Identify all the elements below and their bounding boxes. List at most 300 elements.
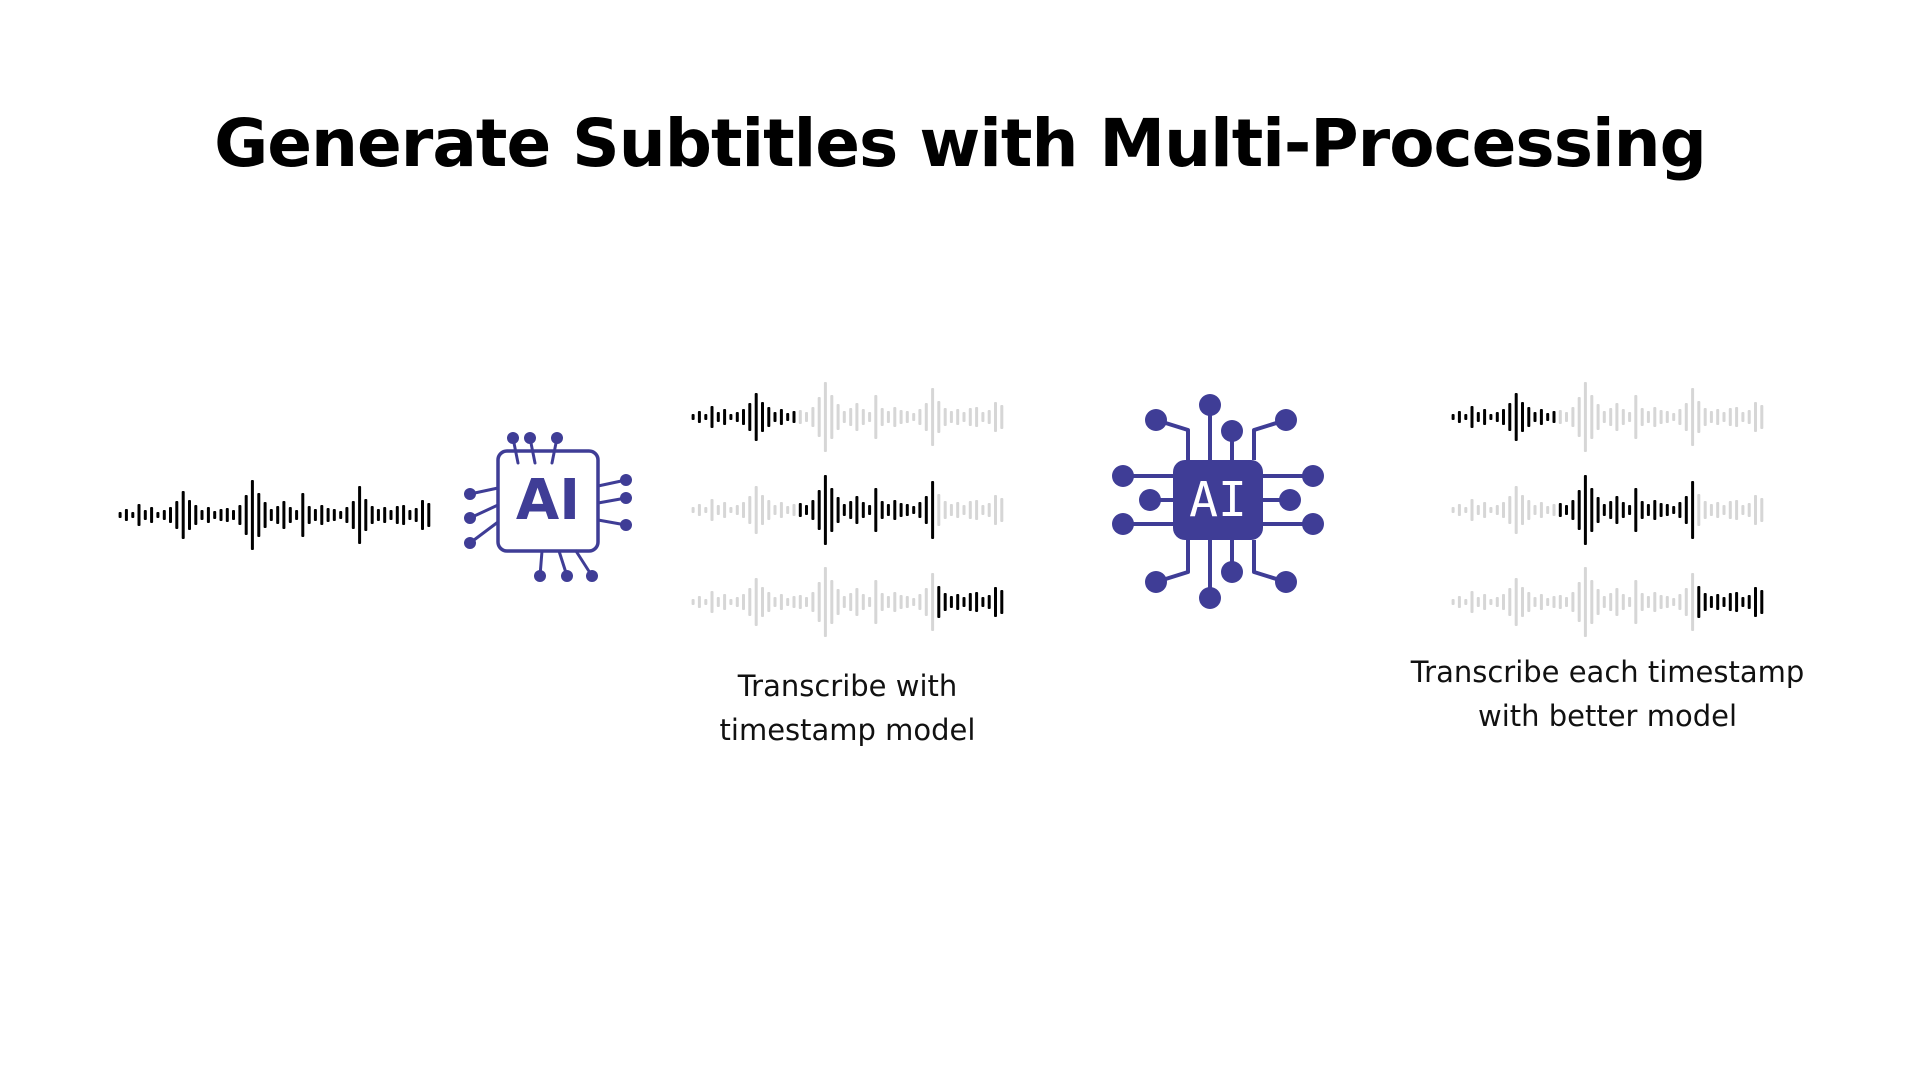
waveform-bar — [937, 586, 940, 618]
waveform-bar — [163, 510, 166, 520]
waveform-bar — [912, 506, 915, 514]
waveform-bar — [918, 409, 921, 425]
waveform-bar — [862, 502, 865, 518]
waveform-bar — [238, 505, 241, 525]
waveform-bar — [981, 597, 984, 607]
waveform-bar — [692, 507, 695, 513]
waveform-bar — [175, 501, 178, 529]
waveform-bar — [736, 597, 739, 607]
waveform-bar — [918, 502, 921, 518]
waveform-bar — [1559, 503, 1562, 517]
waveform-bar — [427, 503, 430, 527]
ai-chip-filled-icon — [1108, 390, 1328, 620]
waveform-bar — [1678, 502, 1681, 518]
waveform-bar — [1483, 594, 1486, 610]
waveform-bar — [793, 411, 796, 423]
waveform-bar — [748, 496, 751, 524]
waveform-bar — [711, 406, 714, 428]
waveform-bar — [1754, 587, 1757, 617]
waveform-bar — [944, 408, 947, 426]
waveform-bar — [1471, 499, 1474, 521]
waveform-bar — [1534, 597, 1537, 607]
waveform-bar — [736, 412, 739, 422]
waveform-bar — [906, 596, 909, 608]
waveform-bar — [780, 409, 783, 425]
waveform-bar — [723, 502, 726, 518]
waveform-bar — [799, 503, 802, 517]
waveform-bar — [748, 588, 751, 616]
waveform-bar — [320, 505, 323, 525]
waveform-bar — [1000, 498, 1003, 522]
waveform-bar — [1496, 412, 1499, 422]
waveform-bar — [1710, 411, 1713, 423]
waveform-bar — [156, 512, 159, 518]
waveform-bar — [1716, 594, 1719, 610]
waveform-bar — [849, 593, 852, 611]
waveform-bar — [1508, 588, 1511, 616]
waveform-bar — [1603, 596, 1606, 608]
waveform-bar — [1546, 598, 1549, 606]
waveform-bar — [1521, 402, 1524, 432]
waveform-bar — [396, 506, 399, 524]
waveform-bar — [131, 512, 134, 518]
waveform-bar — [1458, 596, 1461, 608]
input-audio-waveform — [117, 475, 432, 555]
waveform-bar — [119, 512, 122, 518]
waveform-bar — [918, 594, 921, 610]
waveform-bar — [1477, 597, 1480, 607]
waveform-bar — [912, 598, 915, 606]
waveform-bar — [824, 567, 827, 637]
waveform-bar — [900, 595, 903, 609]
waveform-bar — [824, 382, 827, 452]
waveform-bar — [931, 481, 934, 539]
waveform-bar — [1578, 490, 1581, 530]
waveform-bar — [282, 501, 285, 529]
waveform-bar — [742, 594, 745, 610]
waveform-bar — [1741, 505, 1744, 515]
waveform-bar — [811, 407, 814, 427]
waveform-bar — [950, 596, 953, 608]
segment-waveform-1 — [1450, 377, 1765, 457]
waveform-bar — [1502, 409, 1505, 425]
waveform-bar — [1553, 504, 1556, 516]
waveform-bar — [1471, 591, 1474, 613]
waveform-bar — [963, 412, 966, 422]
waveform-bar — [843, 596, 846, 608]
waveform-bar — [1647, 411, 1650, 423]
waveform-bar — [793, 596, 796, 608]
waveform-bar — [1634, 488, 1637, 532]
waveform-bar — [1540, 594, 1543, 610]
waveform-bar — [150, 507, 153, 523]
waveform-bar — [805, 412, 808, 422]
waveform-bar — [1527, 500, 1530, 520]
waveform-bar — [1452, 599, 1455, 605]
waveform-bar — [1666, 504, 1669, 516]
waveform-bar — [994, 587, 997, 617]
waveform-bar — [975, 592, 978, 612]
waveform-bar — [912, 413, 915, 421]
waveform-bar — [1741, 597, 1744, 607]
waveform-bar — [421, 500, 424, 530]
waveform-bar — [415, 508, 418, 522]
waveform-bar — [994, 402, 997, 432]
waveform-bar — [881, 408, 884, 426]
waveform-bar — [1000, 590, 1003, 614]
waveform-bar — [1697, 494, 1700, 526]
waveform-bar — [818, 397, 821, 437]
waveform-bar — [1729, 593, 1732, 611]
waveform-bar — [314, 509, 317, 521]
waveform-bar — [201, 510, 204, 520]
waveform-bar — [805, 597, 808, 607]
waveform-bar — [1691, 481, 1694, 539]
waveform-bar — [1609, 593, 1612, 611]
waveform-bar — [1660, 410, 1663, 424]
waveform-bar — [1653, 500, 1656, 520]
waveform-bar — [1672, 598, 1675, 606]
waveform-bar — [1489, 599, 1492, 605]
waveform-bar — [1515, 486, 1518, 534]
waveform-bar — [761, 587, 764, 617]
waveform-bar — [874, 580, 877, 624]
waveform-bar — [988, 595, 991, 609]
waveform-bar — [1477, 505, 1480, 515]
waveform-bar — [1760, 405, 1763, 429]
waveform-bar — [1704, 408, 1707, 426]
waveform-bar — [704, 414, 707, 420]
waveform-bar — [1748, 410, 1751, 424]
waveform-bar — [1615, 588, 1618, 616]
waveform-bar — [1666, 596, 1669, 608]
waveform-bar — [969, 408, 972, 426]
waveform-bar — [786, 506, 789, 514]
waveform-bar — [837, 404, 840, 430]
waveform-bar — [1628, 505, 1631, 515]
waveform-bar — [711, 591, 714, 613]
waveform-bar — [799, 410, 802, 424]
waveform-bar — [824, 475, 827, 545]
waveform-bar — [1723, 505, 1726, 515]
chip-label-outline: AI — [515, 468, 581, 533]
waveform-bar — [289, 507, 292, 523]
waveform-bar — [767, 500, 770, 520]
waveform-bar — [1735, 592, 1738, 612]
waveform-bar — [1723, 412, 1726, 422]
waveform-bar — [1515, 393, 1518, 441]
waveform-bar — [182, 491, 185, 539]
waveform-bar — [711, 499, 714, 521]
waveform-bar — [1760, 498, 1763, 522]
waveform-bar — [956, 594, 959, 610]
waveform-bar — [774, 412, 777, 422]
waveform-bar — [1546, 506, 1549, 514]
waveform-bar — [1748, 595, 1751, 609]
waveform-bar — [1464, 599, 1467, 605]
caption-timestamp-model — [670, 664, 1025, 752]
waveform-bar — [925, 588, 928, 616]
waveform-bar — [276, 506, 279, 524]
waveform-bar — [1464, 507, 1467, 513]
waveform-bar — [1534, 412, 1537, 422]
waveform-bar — [1697, 401, 1700, 433]
segment-waveform-2 — [690, 470, 1005, 550]
waveform-bar — [1685, 496, 1688, 524]
waveform-bar — [1697, 586, 1700, 618]
waveform-bar — [1754, 495, 1757, 525]
waveform-bar — [1729, 408, 1732, 426]
waveform-bar — [881, 593, 884, 611]
waveform-bar — [408, 510, 411, 520]
waveform-bar — [1622, 594, 1625, 610]
waveform-bar — [125, 509, 128, 521]
waveform-bar — [944, 593, 947, 611]
waveform-bar — [1559, 595, 1562, 609]
waveform-bar — [767, 407, 770, 427]
waveform-bar — [1603, 504, 1606, 516]
waveform-bar — [1716, 409, 1719, 425]
waveform-bar — [692, 599, 695, 605]
waveform-bar — [251, 480, 254, 550]
waveform-bar — [805, 505, 808, 515]
waveform-bar — [761, 495, 764, 525]
waveform-bar — [1653, 407, 1656, 427]
waveform-bar — [937, 494, 940, 526]
waveform-bar — [855, 403, 858, 431]
waveform-bar — [698, 596, 701, 608]
waveform-bar — [1515, 578, 1518, 626]
waveform-bar — [981, 412, 984, 422]
waveform-bar — [818, 490, 821, 530]
waveform-bar — [1628, 597, 1631, 607]
waveform-bar — [1565, 597, 1568, 607]
waveform-bar — [692, 414, 695, 420]
waveform-bar — [761, 402, 764, 432]
waveform-bar — [900, 503, 903, 517]
waveform-bar — [887, 596, 890, 608]
waveform-bar — [270, 509, 273, 521]
waveform-bar — [956, 502, 959, 518]
waveform-bar — [755, 486, 758, 534]
waveform-bar — [837, 497, 840, 523]
waveform-bar — [1735, 500, 1738, 520]
waveform-bar — [1710, 504, 1713, 516]
waveform-bar — [736, 505, 739, 515]
waveform-bar — [390, 510, 393, 520]
waveform-bar — [887, 411, 890, 423]
caption-better-model — [1385, 650, 1830, 738]
waveform-bar — [1521, 495, 1524, 525]
waveform-bar — [257, 493, 260, 537]
waveform-bar — [786, 413, 789, 421]
waveform-bar — [774, 597, 777, 607]
waveform-bar — [893, 407, 896, 427]
waveform-bar — [383, 507, 386, 523]
waveform-bar — [226, 508, 229, 522]
waveform-bar — [144, 510, 147, 520]
caption-line-2: with better model — [1477, 699, 1738, 733]
waveform-bar — [1571, 407, 1574, 427]
waveform-bar — [1710, 596, 1713, 608]
caption-line-1: Transcribe each timestamp — [1410, 655, 1805, 689]
waveform-bar — [1691, 573, 1694, 631]
waveform-bar — [862, 594, 865, 610]
waveform-bar — [1534, 505, 1537, 515]
waveform-bar — [1641, 593, 1644, 611]
waveform-bar — [717, 412, 720, 422]
waveform-bar — [1540, 409, 1543, 425]
waveform-bar — [1754, 402, 1757, 432]
waveform-bar — [327, 508, 330, 522]
waveform-bar — [755, 393, 758, 441]
waveform-bar — [874, 488, 877, 532]
waveform-bar — [793, 504, 796, 516]
waveform-bar — [194, 505, 197, 525]
waveform-bar — [1590, 580, 1593, 624]
caption-line-1: Transcribe with — [737, 669, 958, 703]
waveform-bar — [1496, 597, 1499, 607]
waveform-bar — [855, 588, 858, 616]
waveform-bar — [704, 507, 707, 513]
waveform-bar — [1527, 407, 1530, 427]
waveform-bar — [830, 488, 833, 532]
waveform-bar — [723, 409, 726, 425]
waveform-bar — [1628, 412, 1631, 422]
waveform-bar — [698, 504, 701, 516]
waveform-bar — [969, 593, 972, 611]
waveform-bar — [1502, 594, 1505, 610]
waveform-bar — [352, 501, 355, 529]
waveform-bar — [1723, 597, 1726, 607]
waveform-bar — [1508, 403, 1511, 431]
waveform-bar — [723, 594, 726, 610]
waveform-bar — [1704, 593, 1707, 611]
waveform-bar — [1584, 382, 1587, 452]
waveform-bar — [944, 501, 947, 519]
waveform-bar — [729, 414, 732, 420]
waveform-bar — [780, 594, 783, 610]
waveform-bar — [232, 510, 235, 520]
waveform-bar — [1464, 414, 1467, 420]
waveform-bar — [1735, 407, 1738, 427]
waveform-bar — [1716, 502, 1719, 518]
caption-line-2: timestamp model — [719, 713, 976, 747]
waveform-bar — [925, 403, 928, 431]
waveform-bar — [1521, 587, 1524, 617]
waveform-bar — [188, 500, 191, 530]
waveform-bar — [1477, 412, 1480, 422]
waveform-bar — [774, 505, 777, 515]
waveform-bar — [207, 507, 210, 523]
waveform-bar — [295, 510, 298, 520]
waveform-bar — [755, 578, 758, 626]
waveform-bar — [308, 506, 311, 524]
waveform-bar — [1660, 503, 1663, 517]
waveform-bar — [1729, 501, 1732, 519]
waveform-bar — [1559, 410, 1562, 424]
waveform-bar — [1678, 409, 1681, 425]
waveform-bar — [1672, 413, 1675, 421]
waveform-bar — [868, 412, 871, 422]
waveform-bar — [169, 507, 172, 523]
waveform-bar — [1666, 411, 1669, 423]
waveform-bar — [1000, 405, 1003, 429]
waveform-bar — [994, 495, 997, 525]
waveform-bar — [837, 589, 840, 615]
waveform-bar — [1615, 496, 1618, 524]
waveform-bar — [1685, 403, 1688, 431]
waveform-bar — [818, 582, 821, 622]
waveform-bar — [1609, 408, 1612, 426]
waveform-bar — [1597, 497, 1600, 523]
waveform-bar — [1647, 596, 1650, 608]
waveform-bar — [704, 599, 707, 605]
waveform-bar — [1540, 502, 1543, 518]
waveform-bar — [843, 411, 846, 423]
waveform-bar — [1578, 397, 1581, 437]
waveform-bar — [1546, 413, 1549, 421]
waveform-bar — [1578, 582, 1581, 622]
waveform-bar — [1458, 504, 1461, 516]
waveform-bar — [364, 499, 367, 531]
waveform-bar — [963, 597, 966, 607]
waveform-bar — [868, 505, 871, 515]
waveform-bar — [843, 504, 846, 516]
waveform-bar — [1660, 595, 1663, 609]
waveform-bar — [1597, 404, 1600, 430]
waveform-bar — [937, 401, 940, 433]
waveform-bar — [1571, 592, 1574, 612]
waveform-bar — [1452, 507, 1455, 513]
waveform-bar — [956, 409, 959, 425]
waveform-bar — [742, 409, 745, 425]
waveform-bar — [950, 504, 953, 516]
waveform-bar — [1634, 580, 1637, 624]
waveform-bar — [377, 509, 380, 521]
waveform-bar — [1483, 502, 1486, 518]
segment-waveform-1 — [690, 377, 1005, 457]
waveform-bar — [767, 592, 770, 612]
waveform-bar — [1603, 411, 1606, 423]
waveform-bar — [1496, 505, 1499, 515]
waveform-bar — [1748, 503, 1751, 517]
waveform-bar — [1571, 500, 1574, 520]
waveform-bar — [900, 410, 903, 424]
waveform-bar — [1685, 588, 1688, 616]
waveform-bar — [906, 411, 909, 423]
waveform-bar — [1584, 567, 1587, 637]
waveform-bar — [729, 507, 732, 513]
waveform-bar — [729, 599, 732, 605]
waveform-bar — [748, 403, 751, 431]
waveform-bar — [1672, 506, 1675, 514]
waveform-bar — [1489, 507, 1492, 513]
waveform-bar — [981, 505, 984, 515]
waveform-bar — [849, 408, 852, 426]
waveform-bar — [893, 592, 896, 612]
waveform-bar — [1590, 488, 1593, 532]
waveform-bar — [975, 500, 978, 520]
waveform-bar — [881, 501, 884, 519]
waveform-bar — [1597, 589, 1600, 615]
waveform-bar — [1741, 412, 1744, 422]
waveform-bar — [1553, 596, 1556, 608]
waveform-bar — [950, 411, 953, 423]
waveform-bar — [1565, 505, 1568, 515]
waveform-bar — [213, 511, 216, 519]
waveform-bar — [301, 493, 304, 537]
